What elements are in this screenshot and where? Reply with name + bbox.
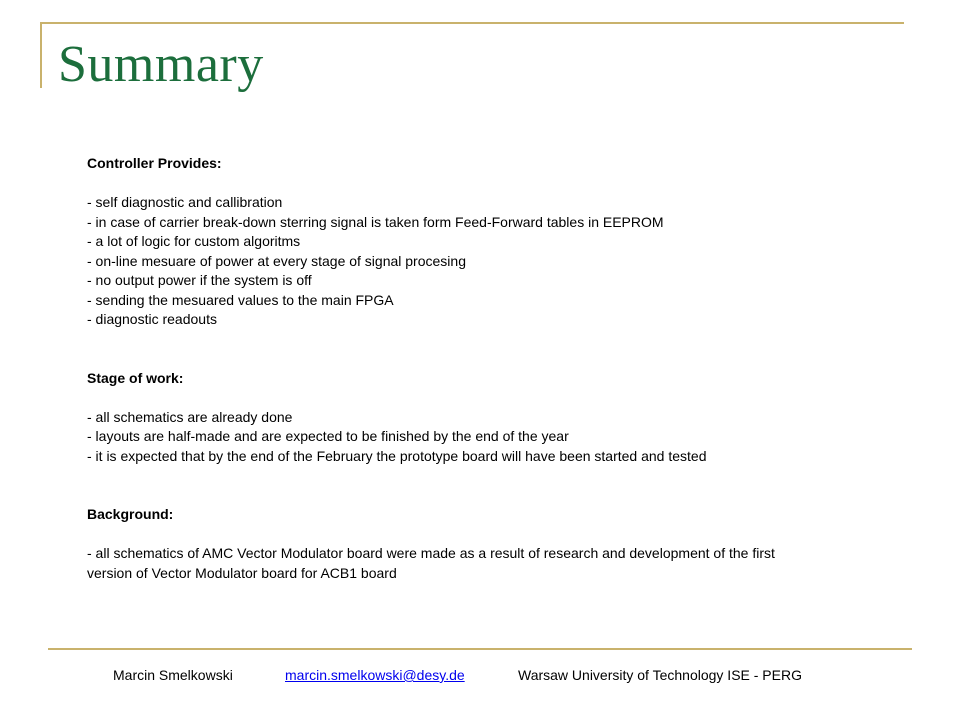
bullet-line: - in case of carrier break-down sterring signal is taken form Feed-Forward tables in EEPROM	[87, 213, 664, 230]
bullet-line: - all schematics of AMC Vector Modulator board were made as a result of research and development of the first	[87, 545, 775, 561]
footer-organization: Warsaw University of Technology ISE - PERG	[518, 667, 802, 683]
bullet-line: - sending the mesuared values to the main FPGA	[87, 291, 394, 308]
slide-body	[87, 154, 897, 583]
bullet-line: - no output power if the system is off	[87, 272, 312, 288]
bullet-line: - diagnostic readouts	[87, 311, 217, 327]
bullet-line: - all schematics are already done	[87, 408, 293, 425]
bullet-line: version of Vector Modulator board for ACB1 board	[87, 564, 397, 581]
section-heading-controller: Controller Provides:	[87, 155, 222, 171]
section-heading-background: Background:	[87, 506, 174, 522]
bullet-line: - on-line mesuare of power at every stage of signal procesing	[87, 252, 466, 269]
footer-email-link[interactable]: marcin.smelkowski@desy.de	[285, 667, 465, 683]
section-heading-stage: Stage of work:	[87, 369, 184, 386]
top-rule	[40, 22, 904, 24]
bullet-line: - it is expected that by the end of the February the prototype board will have been started and tested	[87, 447, 707, 464]
bullet-line: - self diagnostic and callibration	[87, 194, 283, 210]
slide-title: Summary	[58, 36, 264, 93]
bullet-line: - layouts are half-made and are expected to be finished by the end of the year	[87, 428, 569, 444]
footer-rule	[48, 648, 912, 650]
bullet-line: - a lot of logic for custom algoritms	[87, 233, 301, 249]
left-rule	[40, 22, 42, 88]
footer-author: Marcin Smelkowski	[113, 667, 233, 683]
